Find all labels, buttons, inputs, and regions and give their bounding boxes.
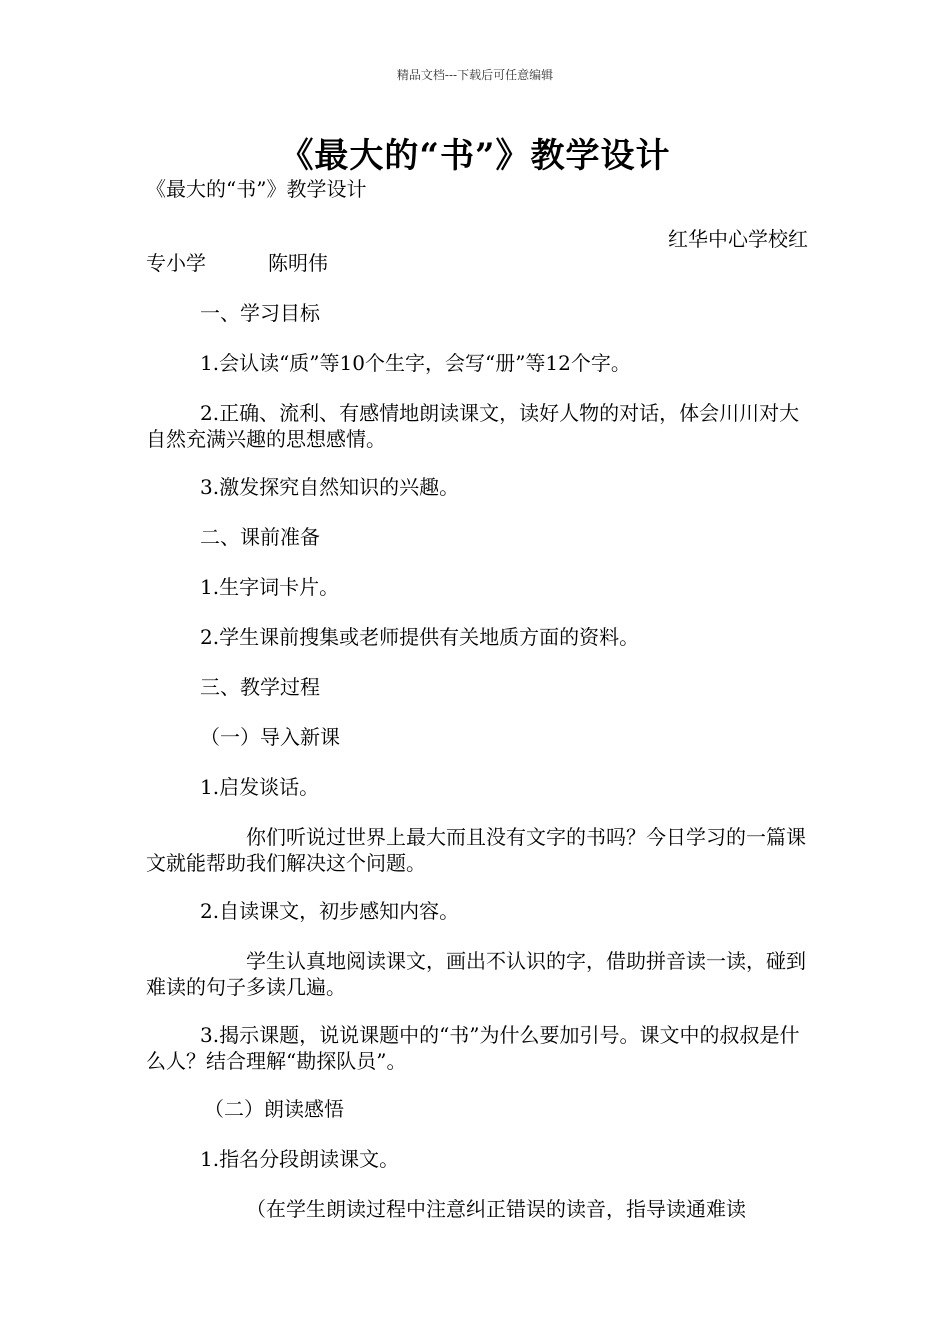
document-subtitle: 《最大的“书”》教学设计	[146, 177, 367, 201]
intro-item-1: 1.启发谈话。	[200, 775, 320, 799]
subsection-heading-intro: （一）导入新课	[200, 725, 340, 749]
objective-item-2: 2.正确、流利、有感情地朗读课文，读好人物的对话，体会川川对大自然充满兴趣的思想感情。	[146, 401, 800, 451]
subsection-heading-reading: （二）朗读感悟	[204, 1097, 344, 1121]
intro-item-1-text: 你们听说过世界上最大而且没有文字的书吗？今日学习的一篇课文就能帮助我们解决这个问题。	[146, 825, 806, 875]
reading-item-1-text: （在学生朗读过程中注意纠正错误的读音，指导读通难读	[246, 1197, 746, 1221]
author-school-line: 红华中心学校红	[668, 227, 808, 251]
section-heading-process: 三、教学过程	[200, 675, 320, 699]
preparation-item-2: 2.学生课前搜集或老师提供有关地质方面的资料。	[200, 625, 640, 649]
document-title: 《最大的“书”》教学设计	[279, 136, 671, 176]
author-school-continued: 专小学	[146, 251, 206, 275]
author-name: 陈明伟	[268, 251, 328, 275]
section-heading-objectives: 一、学习目标	[200, 301, 320, 325]
objective-item-3: 3.激发探究自然知识的兴趣。	[200, 475, 460, 499]
preparation-item-1: 1.生字词卡片。	[200, 575, 340, 599]
reading-item-1: 1.指名分段朗读课文。	[200, 1147, 400, 1171]
page-header-note: 精品文档---下载后可任意编辑	[396, 68, 554, 82]
intro-item-2: 2.自读课文，初步感知内容。	[200, 899, 460, 923]
intro-item-2-text: 学生认真地阅读课文，画出不认识的字，借助拼音读一读，碰到难读的句子多读几遍。	[146, 949, 806, 999]
section-heading-preparation: 二、课前准备	[200, 525, 320, 549]
intro-item-3: 3.揭示课题，说说课题中的“书”为什么要加引号。课文中的叔叔是什么人？结合理解“勘探队员”。	[146, 1023, 800, 1073]
objective-item-1: 1.会认读“质”等10个生字，会写“册”等12个字。	[200, 351, 631, 375]
